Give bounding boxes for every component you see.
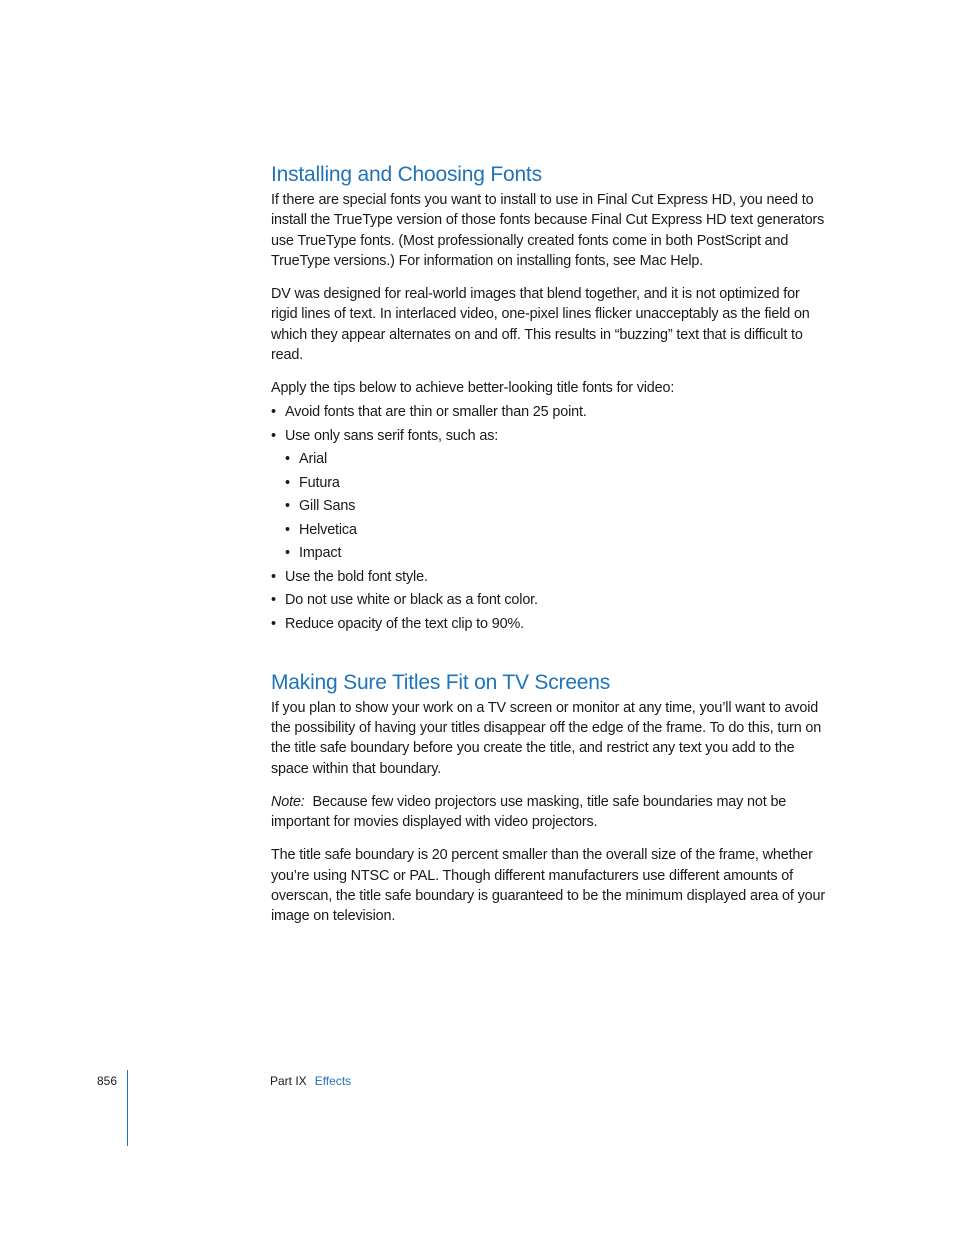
list-item: • Use the bold font style. <box>271 568 428 585</box>
note-label: Note: <box>271 793 305 810</box>
note-paragraph <box>271 792 827 833</box>
paragraph: The title safe boundary is 20 percent smaller than the overall size of the frame, whether you’re using NTSC or PAL. Though different manufacturers use different amounts of overscan, the title safe boundary is guaranteed to be the minimum displayed area of your image on television. <box>271 847 825 925</box>
list-item: • Gill Sans <box>285 498 356 515</box>
tips-list <box>271 402 827 634</box>
page-number: 856 <box>97 1074 118 1088</box>
paragraph: If you plan to show your work on a TV screen or monitor at any time, you’ll want to avoid the possibility of having your titles disappear off the edge of the frame. To do this, turn on the title safe boundary before you create the title, and restrict any text you add to the space within that boundary. <box>271 699 822 777</box>
font-examples-list <box>285 449 827 563</box>
list-item: • Helvetica <box>285 521 357 538</box>
bullet: • <box>285 474 290 491</box>
list-item: • Reduce opacity of the text clip to 90%. <box>271 615 524 632</box>
bullet: • <box>271 592 276 609</box>
paragraph: Apply the tips below to achieve better-looking title fonts for video: <box>271 380 675 397</box>
bullet: • <box>285 521 290 538</box>
page-content <box>271 160 827 927</box>
section-heading-fonts: Installing and Choosing Fonts <box>271 163 542 186</box>
bullet: • <box>271 615 276 632</box>
bullet: • <box>285 545 290 562</box>
bullet: • <box>285 498 290 515</box>
bullet: • <box>271 568 276 585</box>
bullet: • <box>271 427 276 444</box>
list-item: • Avoid fonts that are thin or smaller than 25 point. <box>271 404 587 421</box>
list-item: • Futura <box>285 474 340 491</box>
paragraph: If there are special fonts you want to install to use in Final Cut Express HD, you need to install the TrueType version of those fonts because Final Cut Express HD text generators use TrueType fonts. (Most professionally created fonts come in both PostScript and TrueType versions.) For information on installing fonts, see Mac Help. <box>271 192 825 269</box>
part-label: Part IX <box>270 1074 307 1088</box>
list-item: • Do not use white or black as a font color. <box>271 592 538 609</box>
list-item: • Use only sans serif fonts, such as: • Arial • Futura • Gill Sans • Helvetica • Impact <box>271 426 827 564</box>
footer-divider <box>127 1070 128 1146</box>
paragraph: DV was designed for real-world images that blend together, and it is not optimized for rigid lines of text. In interlaced video, one-pixel lines flicker unacceptably as the field on which they appear alternates on and off. This results in “buzzing” text that is difficult to read. <box>271 286 810 364</box>
bullet: • <box>285 451 290 468</box>
note-text: Because few video projectors use masking, title safe boundaries may not be important for movies displayed with video projectors. <box>271 793 787 831</box>
section-link[interactable]: Effects <box>314 1074 352 1088</box>
list-item: • Arial <box>285 451 328 468</box>
section-heading-tv-screens: Making Sure Titles Fit on TV Screens <box>271 670 611 694</box>
bullet: • <box>271 404 276 421</box>
list-item: • Impact <box>285 545 342 562</box>
footer-part <box>270 1073 351 1089</box>
